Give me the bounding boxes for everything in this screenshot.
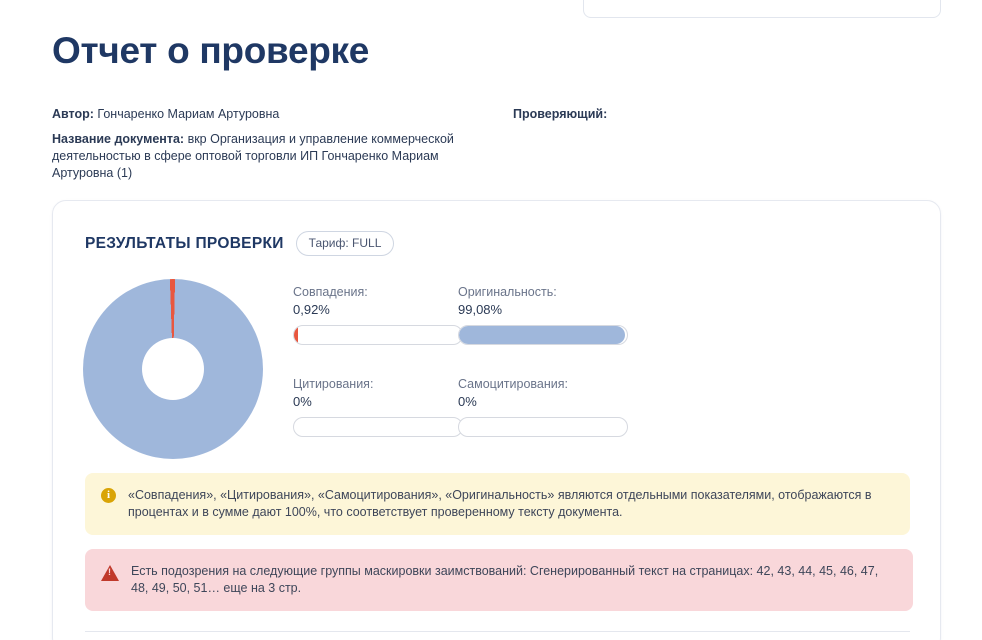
document-value: вкр Организация и управление коммерческой деятельностью в сфере оптовой торговли ИП Гончаренко Мариам Артуровна (1) [52,132,454,180]
metric-value: 0,92% [293,302,330,317]
document-row [52,131,482,182]
document-meta [52,106,482,190]
metric-value: 0% [293,394,312,409]
results-card [52,200,941,640]
metric-bar-fill [294,326,298,344]
author-value: Гончаренко Мариам Артуровна [97,107,280,121]
results-donut-chart [83,279,263,459]
metric-matches [293,285,463,345]
metric-value: 0% [458,394,477,409]
metric-bar [458,325,628,345]
metric-label: Оригинальность: [458,285,557,299]
top-toolbar-placeholder [583,0,941,18]
card-divider [85,631,910,632]
page-title: Отчет о проверке [52,30,370,71]
warning-icon [101,565,119,581]
metric-value: 99,08% [458,302,503,317]
document-label: Название документа: [52,132,185,146]
results-title: РЕЗУЛЬТАТЫ ПРОВЕРКИ [85,234,284,252]
metric-originality [458,285,628,345]
tariff-badge: Тариф: FULL [296,231,395,256]
metric-label: Цитирования: [293,377,374,391]
metric-bar [458,417,628,437]
metric-bar [293,417,463,437]
metric-bar [293,325,463,345]
metric-bar-fill [459,326,625,344]
info-note-text: «Совпадения», «Цитирования», «Самоцитирования», «Оригинальность» являются отдельными показателями, отображаются в процентах и в сумме дают 100%, что соответствует проверенному тексту документа. [128,488,872,519]
warning-note-text: Есть подозрения на следующие группы маскировки заимствований: Сгенерированный текст на страницах: 42, 43, 44, 45, 46, 47, 48, 49, 50, 51… еще на 3 стр. [131,564,879,595]
author-label: Автор: [52,107,94,121]
info-note [85,473,910,535]
donut-slices [83,279,263,459]
author-row [52,106,482,123]
checker-label: Проверяющий: [513,107,608,121]
warning-note [85,549,913,611]
metric-citations [293,377,463,437]
results-header [85,231,394,256]
info-icon: i [101,488,116,503]
metric-label: Самоцитирования: [458,377,568,391]
metric-self-citations [458,377,628,437]
metric-label: Совпадения: [293,285,368,299]
